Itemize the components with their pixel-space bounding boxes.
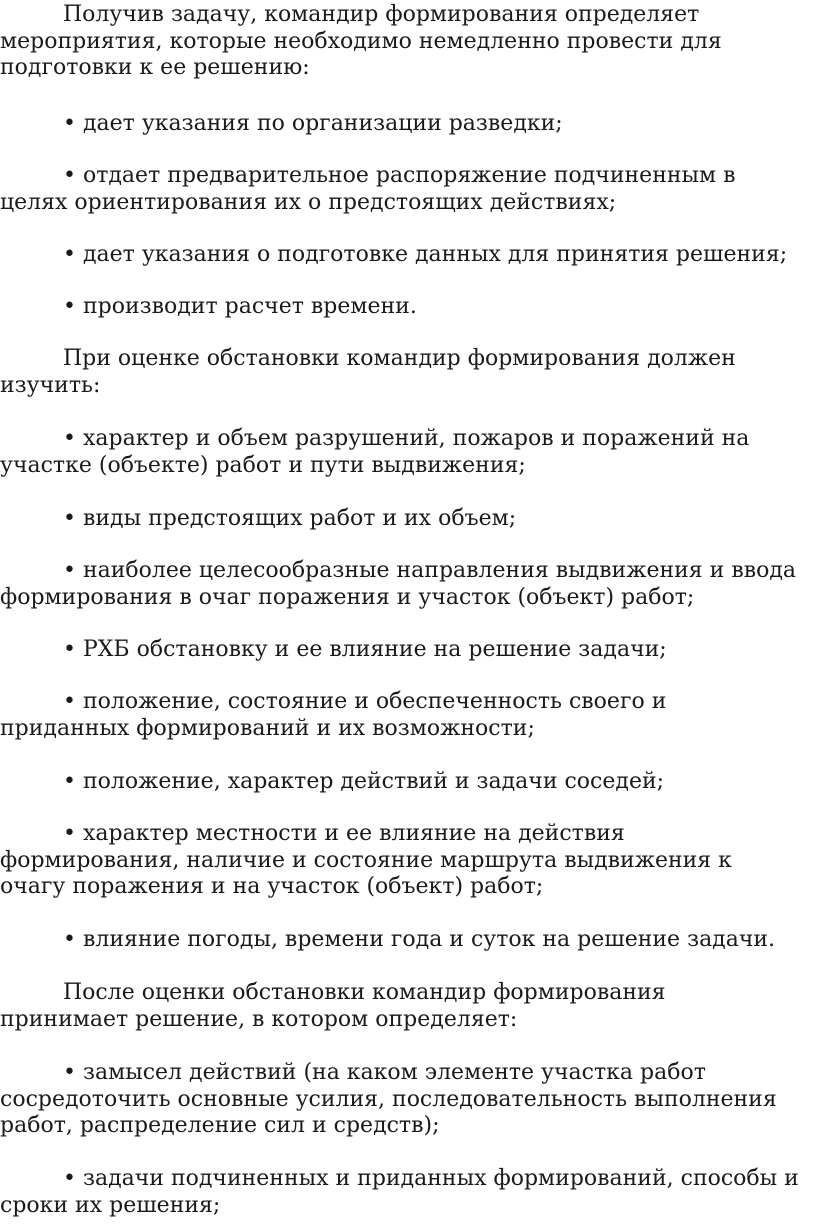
- bullet-reconnaissance: • дает указания по организации разведки;: [63, 111, 563, 136]
- paragraph-intro: Получив задачу, командир формирования определяет мероприятия, которые необходимо немедленно провести для подготовки к ее решению:: [0, 2, 722, 80]
- bullet-data-preparation: • дает указания о подготовке данных для принятия решения;: [63, 242, 788, 267]
- bullet-preliminary-order: • отдает предварительное распоряжение подчиненным в целях ориентирования их о предстоящих действиях;: [0, 163, 736, 215]
- bullet-neighbors: • положение, характер действий и задачи соседей;: [63, 769, 665, 794]
- bullet-terrain: • характер местности и ее влияние на действия формирования, наличие и состояние маршрута выдвижения к очагу поражения и на участок (объект) работ;: [0, 821, 732, 899]
- bullet-destruction-character: • характер и объем разрушений, пожаров и поражений на участке (объекте) работ и пути выдвижения;: [0, 426, 750, 478]
- bullet-time-calculation: • производит расчет времени.: [63, 294, 417, 319]
- bullet-weather: • влияние погоды, времени года и суток на решение задачи.: [63, 927, 776, 952]
- bullet-action-plan: • замысел действий (на каком элементе участка работ сосредоточить основные усилия, последовательность выполнения работ, распределение сил и средств);: [0, 1060, 777, 1138]
- bullet-advance-directions: • наиболее целесообразные направления выдвижения и ввода формирования в очаг поражения и участок (объект) работ;: [0, 558, 797, 610]
- paragraph-situation-assessment: При оценке обстановки командир формирования должен изучить:: [0, 346, 736, 398]
- bullet-rkhb-situation: • РХБ обстановку и ее влияние на решение задачи;: [63, 637, 667, 662]
- paragraph-decision: После оценки обстановки командир формирования принимает решение, в котором определяет:: [0, 980, 666, 1032]
- bullet-formations-state: • положение, состояние и обеспеченность своего и приданных формирований и их возможности;: [0, 689, 667, 741]
- bullet-subordinate-tasks: • задачи подчиненных и приданных формирований, способы и сроки их решения;: [0, 1166, 799, 1218]
- bullet-work-types: • виды предстоящих работ и их объем;: [63, 506, 517, 531]
